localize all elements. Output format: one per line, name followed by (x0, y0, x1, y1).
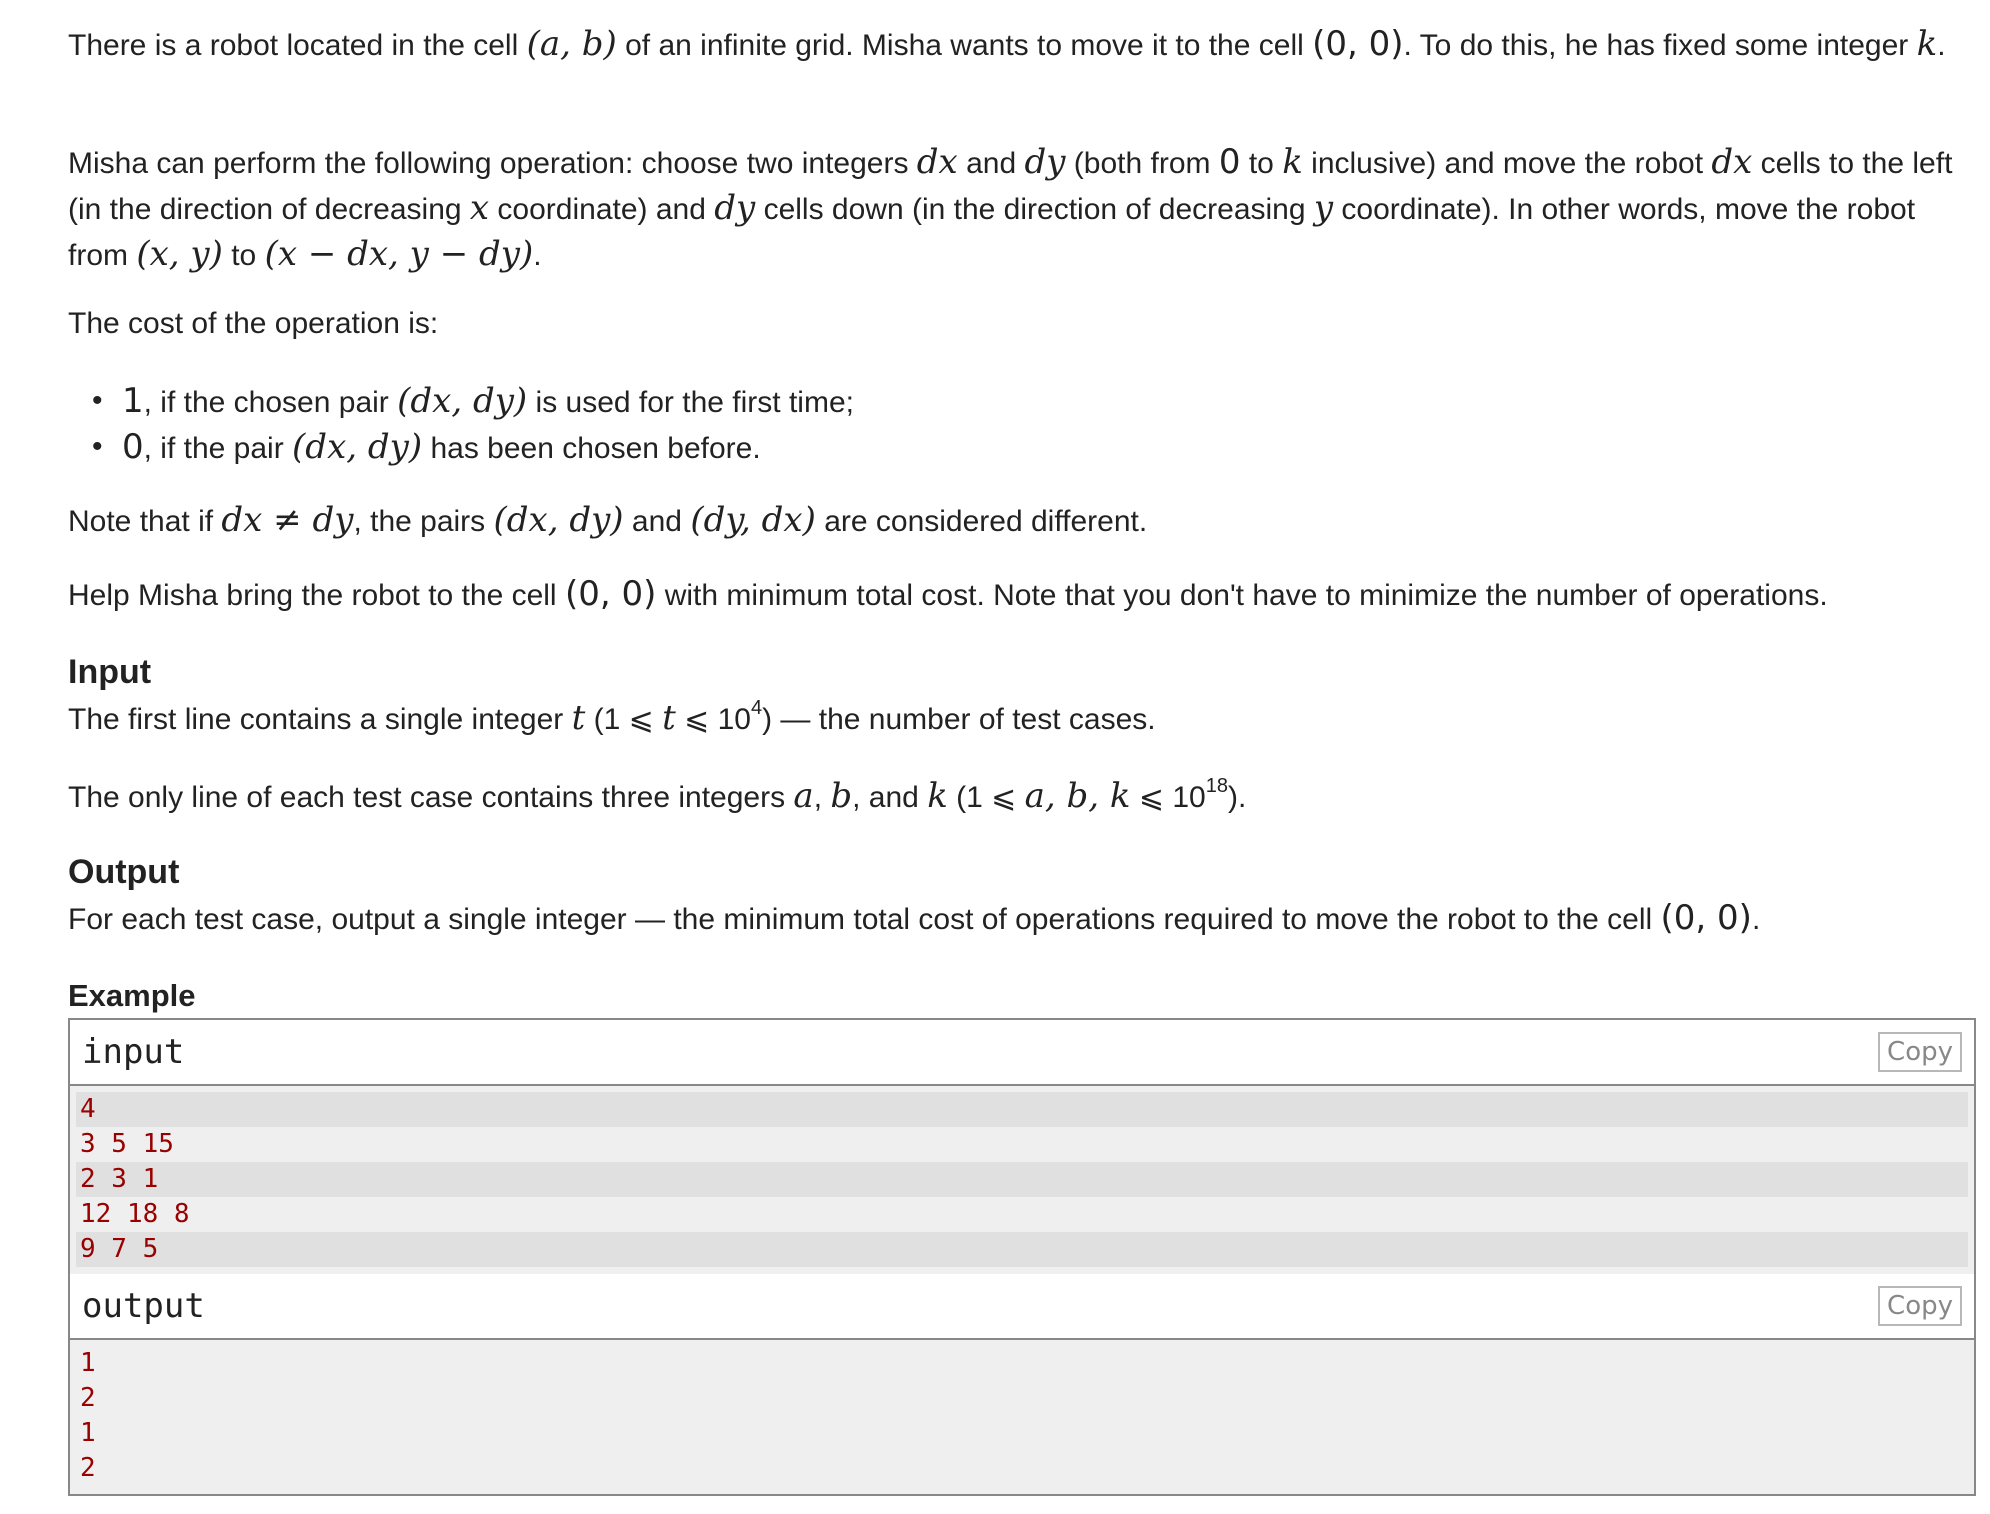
output-section-title: Output (68, 853, 180, 891)
statement-paragraph-2: Misha can perform the following operation: choose two integers dx and dy (both from 0 to k inclusive) and move the robot dx cells to the left (in the direction of decreasing x coordinate) and dy cells down (in the direction of decreasing y coordinate). In other words, move the robot from (x, y) to (x − dx, y − dy). (68, 142, 1953, 274)
sample-input-block (68, 1018, 1976, 1277)
sample-output-header (70, 1274, 1974, 1340)
sample-input-line: 9 7 5 (76, 1232, 1968, 1267)
copy-output-button[interactable]: Copy (1878, 1286, 1962, 1326)
sample-output-line: 1 (80, 1348, 96, 1378)
example-title: Example (68, 978, 196, 1013)
sample-input-header (70, 1020, 1974, 1086)
input-paragraph-2: The only line of each test case contains three integers a, b, and k (1 ⩽ a, b, k ⩽ $10^{18}$). (68, 775, 1247, 816)
statement-paragraph-3: The cost of the operation is: (68, 307, 439, 340)
input-paragraph-1: The first line contains a single integer t (1 ⩽ t ⩽ $10^4$) — the number of test cases. (68, 697, 1156, 738)
copy-input-button[interactable]: Copy (1878, 1032, 1962, 1072)
sample-input-label: input (82, 1032, 185, 1072)
sample-input-line: 4 (76, 1092, 1968, 1127)
sample-output-content (70, 1340, 1974, 1494)
list-item: • 0, if the pair (dx, dy) has been chosen before. (122, 424, 854, 470)
sample-input-line: 2 3 1 (76, 1162, 1968, 1197)
list-item: • 1, if the chosen pair (dx, dy) is used for the first time; (122, 378, 854, 424)
sample-output-line: 2 (80, 1453, 96, 1483)
sample-output-line: 1 (80, 1418, 96, 1448)
statement-paragraph-5: Help Misha bring the robot to the cell (0, 0) with minimum total cost. Note that you don't have to minimize the number of operations. (68, 574, 1828, 614)
input-section-title: Input (68, 653, 152, 691)
statement-paragraph-4: Note that if dx ≠ dy, the pairs (dx, dy) and (dy, dx) are considered different. (68, 500, 1148, 540)
sample-output-label: output (82, 1286, 205, 1326)
sample-input-content (70, 1086, 1974, 1275)
sample-input-line: 3 5 15 (80, 1129, 174, 1159)
statement-paragraph-1: There is a robot located in the cell (a, b) of an infinite grid. Misha wants to move it to the cell (0, 0). To do this, he has fixed some integer k. (68, 24, 1946, 64)
sample-input-line: 12 18 8 (80, 1199, 190, 1229)
sample-output-block (68, 1274, 1976, 1496)
cost-bullet-list (68, 378, 854, 470)
output-paragraph-1: For each test case, output a single integer — the minimum total cost of operations required to move the robot to the cell (0, 0). (68, 898, 1761, 938)
sample-output-line: 2 (80, 1383, 96, 1413)
